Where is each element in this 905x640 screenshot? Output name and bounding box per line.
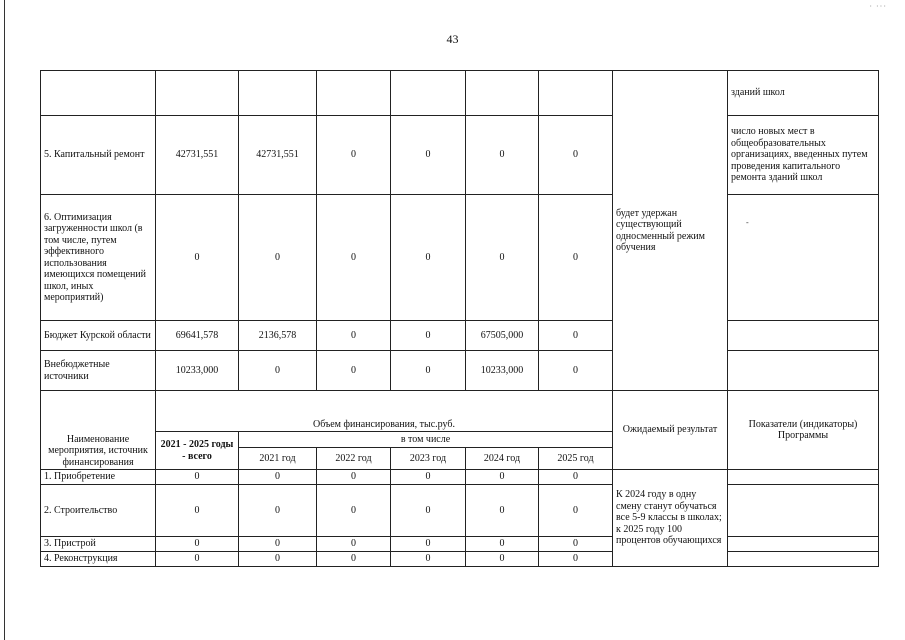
cell-2021: 42731,551: [239, 116, 317, 195]
cell-2022: 0: [317, 485, 391, 537]
cell-2021: 0: [239, 351, 317, 391]
stray-mark: -: [746, 218, 749, 227]
header-total: 2021 - 2025 годы - всего: [156, 432, 239, 470]
header-year: 2021 год: [239, 448, 317, 470]
table-row: [41, 351, 879, 391]
header-indicators: Показатели (индикаторы) Программы: [728, 391, 879, 470]
cell-2021: 0: [239, 552, 317, 567]
cell-2023: 0: [391, 321, 466, 351]
cell-2021: 2136,578: [239, 321, 317, 351]
cell-2021: 0: [239, 195, 317, 321]
indicator-cell: [728, 537, 879, 552]
cell-2024: 10233,000: [466, 351, 539, 391]
table-row: [41, 116, 879, 195]
corner-mark: · ···: [869, 2, 887, 11]
header-year: 2023 год: [391, 448, 466, 470]
cell-total: [156, 71, 239, 116]
table-row: [41, 552, 879, 567]
row-name: 4. Реконструкция: [41, 552, 156, 567]
table-row: [41, 71, 879, 116]
expected-result-bottom: К 2024 году в одну смену станут обучаться все 5-9 классы в школах; к 2025 году 100 процентов обучающихся: [613, 470, 728, 567]
table-row: [41, 470, 879, 485]
cell-2025: 0: [539, 321, 613, 351]
cell-2024: [466, 71, 539, 116]
cell-2023: 0: [391, 351, 466, 391]
header-year: 2025 год: [539, 448, 613, 470]
cell-2024: 0: [466, 485, 539, 537]
financing-table: [40, 70, 879, 567]
cell-2022: 0: [317, 321, 391, 351]
indicator-cell: [728, 321, 879, 351]
row-name: 2. Строительство: [41, 485, 156, 537]
cell-2025: 0: [539, 470, 613, 485]
cell-2025: [539, 71, 613, 116]
table-row: [41, 537, 879, 552]
cell-total: 0: [156, 552, 239, 567]
cell-total: 0: [156, 537, 239, 552]
cell-2024: 0: [466, 195, 539, 321]
header-result: Ожидаемый результат: [613, 391, 728, 470]
row-name: 3. Пристрой: [41, 537, 156, 552]
table-row: [41, 485, 879, 537]
header-year: 2022 год: [317, 448, 391, 470]
indicator-cell: [728, 195, 879, 321]
indicator-cell: число новых мест в общеобразовательных организациях, введенных путем проведения капитального ремонта зданий школ: [728, 116, 879, 195]
cell-2023: 0: [391, 485, 466, 537]
cell-2022: 0: [317, 195, 391, 321]
cell-total: 10233,000: [156, 351, 239, 391]
cell-2024: 67505,000: [466, 321, 539, 351]
cell-2025: 0: [539, 537, 613, 552]
header-year: 2024 год: [466, 448, 539, 470]
cell-2022: 0: [317, 116, 391, 195]
row-name: 1. Приобретение: [41, 470, 156, 485]
cell-2022: 0: [317, 351, 391, 391]
cell-2025: 0: [539, 195, 613, 321]
header-funding: Объем финансирования, тыс.руб.: [156, 391, 613, 432]
cell-2021: 0: [239, 470, 317, 485]
cell-2021: [239, 71, 317, 116]
cell-2022: 0: [317, 537, 391, 552]
cell-2023: [391, 71, 466, 116]
page-number: 43: [446, 32, 459, 46]
indicator-cell: [728, 485, 879, 537]
cell-2024: 0: [466, 470, 539, 485]
indicator-cell: зданий школ: [728, 71, 879, 116]
header-row: [41, 391, 879, 432]
cell-2023: 0: [391, 195, 466, 321]
page-left-border: [4, 0, 5, 640]
cell-total: 69641,578: [156, 321, 239, 351]
table-row: [41, 321, 879, 351]
row-name: [41, 71, 156, 116]
cell-2025: 0: [539, 485, 613, 537]
cell-2023: 0: [391, 537, 466, 552]
cell-total: 0: [156, 470, 239, 485]
indicator-cell: [728, 552, 879, 567]
cell-2023: 0: [391, 552, 466, 567]
expected-result-top: будет удержан существующий односменный режим обучения: [613, 71, 728, 391]
header-name: Наименование мероприятия, источник финансирования: [41, 391, 156, 470]
cell-2024: 0: [466, 552, 539, 567]
cell-2025: 0: [539, 116, 613, 195]
cell-2022: [317, 71, 391, 116]
indicator-cell: [728, 470, 879, 485]
cell-2023: 0: [391, 116, 466, 195]
cell-2022: 0: [317, 552, 391, 567]
cell-2024: 0: [466, 537, 539, 552]
cell-total: 42731,551: [156, 116, 239, 195]
indicator-cell: [728, 351, 879, 391]
header-including: в том числе: [239, 432, 613, 448]
cell-2024: 0: [466, 116, 539, 195]
row-name: Внебюджетные источники: [41, 351, 156, 391]
cell-2022: 0: [317, 470, 391, 485]
table-row: [41, 195, 879, 321]
cell-total: 0: [156, 195, 239, 321]
row-name: 6. Оптимизация загруженности школ (в том числе, путем эффективного использования имеющихся помещений школ, иных мероприятий): [41, 195, 156, 321]
cell-2021: 0: [239, 537, 317, 552]
cell-total: 0: [156, 485, 239, 537]
row-name: Бюджет Курской области: [41, 321, 156, 351]
cell-2021: 0: [239, 485, 317, 537]
row-name: 5. Капитальный ремонт: [41, 116, 156, 195]
cell-2025: 0: [539, 552, 613, 567]
cell-2023: 0: [391, 470, 466, 485]
cell-2025: 0: [539, 351, 613, 391]
